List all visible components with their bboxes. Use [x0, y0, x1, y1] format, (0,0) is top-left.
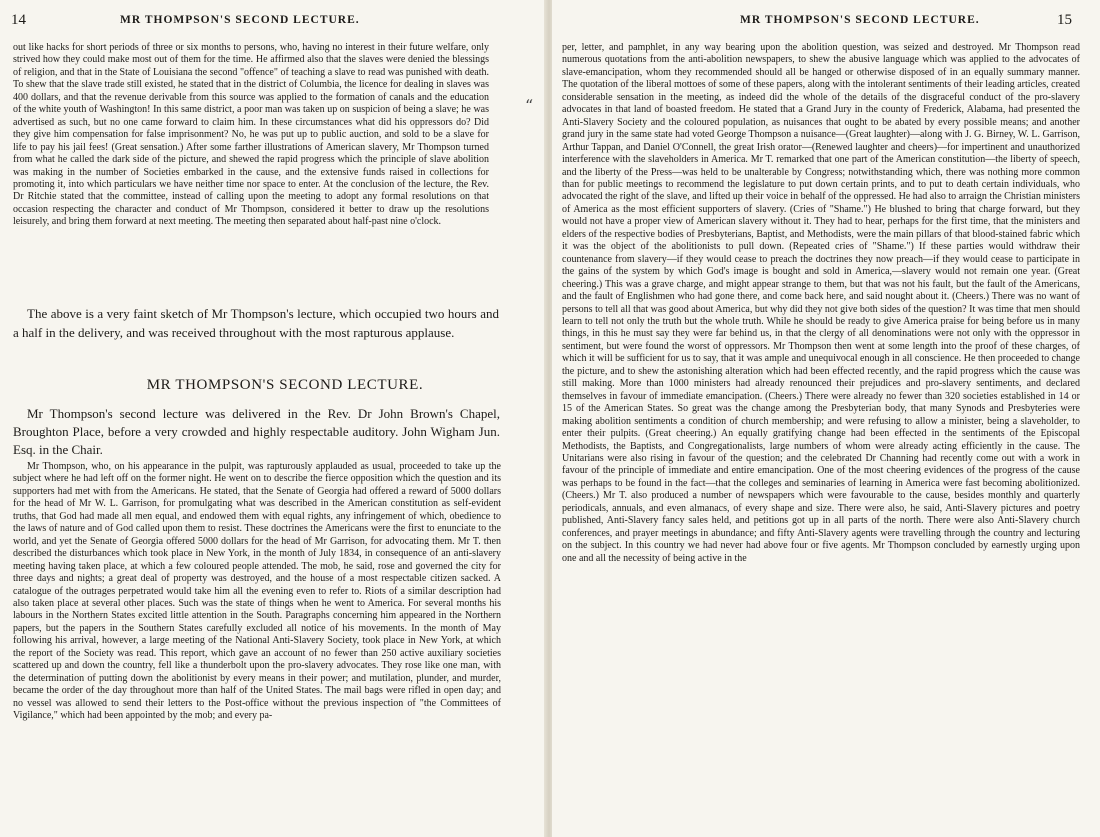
body-text	[13, 42, 489, 229]
intro-text: Mr Thompson's second lecture was delivered in the Rev. Dr John Brown's Chapel, Broughton Place, before a very crowded and highly respectable auditory. John Wigham Jun. Esq. in the Chair.	[13, 406, 500, 457]
body-paragraph: out like hacks for short periods of three or six months to persons, who, having no interest in their future welfare, only strived how they could make most out of them for the time. He affirmed also that the slaves were denied the blessings of religion, and that in the State of Louisiana the second "offence" of teaching a slave to read was punished with death. To shew that the slave trade still existed, he stated that in the district of Columbia, the licence for dealing in slaves was 400 dollars, and that the revenue derivable from this source was applied to the formation of canals and the education of the white youth of Washington! In this same district, a poor man was taken up on suspicion of being a slave; he was advertised as such, but no one came forward to claim him. In these circumstances what did his oppressors do? Did they give him compensation for false imprisonment? No, he was put up to public auction, and sold to be a slave for life to pay his jail fees! (Great sensation.) After some farther illustrations of American slavery, Mr Thompson turned from what he called the dark side of the picture, and shewed the rapid progress which the principle of slave abolition was making in the number of Societies embarked in the cause, and the extensive funds raised in collections for promoting it, into which particulars we have neither time nor space to enter. At the conclusion of the lecture, the Rev. Dr Ritchie stated that the committee, instead of calling upon the meeting to adopt any formal resolutions on that occasion respecting the character and conduct of Mr Thompson, considered it better to draw up the resolutions leisurely, and bring them forward at next meeting. The meeting then separated about half-past nine o'clock.	[13, 42, 489, 228]
section-title: MR THOMPSON'S SECOND LECTURE.	[146, 377, 424, 393]
left-page	[0, 0, 546, 837]
page-number: 15	[1057, 12, 1072, 28]
page-number: 14	[11, 12, 26, 28]
body-text	[562, 42, 1080, 565]
intro-paragraph	[13, 405, 500, 459]
margin-mark: “	[525, 96, 534, 115]
lecture-text	[13, 461, 501, 723]
running-title: MR THOMPSON'S SECOND LECTURE.	[740, 14, 980, 26]
body-paragraph: per, letter, and pamphlet, in any way bearing upon the abolition question, was seized and destroyed. Mr Thompson read numerous quotations from the anti-abolition newspapers, to shew the abusive language which was applied to the advocates of slave-emancipation, whom they recommended should all be hanged or otherwise disposed of in an equally summary manner. The quotation of the liberal mottoes of some of these papers, along with the intolerant sentiments of their leading articles, created considerable sensation in the meeting, as indeed did the whole of the details of the disgraceful conduct of the pro-slavery advocates in that land of boasted freedom. He stated that a Grand Jury in the county of Frederick, Alabama, had presented the Anti-Slavery Society and the coloured population, as nuisances that ought to be abated by every possible means; and another grand jury in the same state had voted George Thompson a nuisance—(Great laughter)—along with J. G. Birney, W. L. Garrison, Arthur Tappan, and Daniel O'Connell, the great Irish orator—(Renewed laughter and cheers)—for impertinent and unauthorized interference with the slaveholders in America. Mr T. remarked that one part of the American constitution—the liberty of speech, and the liberty of the Press—was held to be unalterable by Congress; notwithstanding which, there was nothing more common than for public meetings to recommend the legislature to put down certain prints, and to put to death certain individuals, who advocated the right of the slave, and lifted up their voice in behalf of the oppressed. He had also to arraign the Christian ministers of America as the most efficient supporters of slavery. (Cries of "Shame.") He blushed to bring that charge forward, but they would not have a proper view of American slavery without it. They had to hear, perhaps for the first time, that the ministers and elders of the respective bodies of Presbyterians, Baptist, and Methodists, were the main pillars of that blood-stained fabric which it was the object of the abolitionists to pull down. (Repeated cries of "Shame.") If these parties would withdraw their countenance from slavery—if they would cease to preach the doctrines they now preach—if they would cease to participate in the gains of the system by which God's image is bought and sold in America,—slavery would not remain one year. (Great cheering.) This was a grave charge, and might appear strange to them, but that was not his fault, but the fault of the Americans, and the fault of Englishmen who had gone there, and come back here, and said nought about it. (Cheers.) There was no want of persons to tell all that was good about America, but why did they not give both sides of the question? It was time that men should learn to tell not only the truth but the whole truth. While he should be ready to give America praise for being before us in many things, in this he must say they were far behind us, in that the clergy of all denominations were not only with the oppressor in sentiment, but were found the worst of oppressors. Mr Thompson then went at some length into the proof of these charges, of which it will be sufficient for us to say, that it was ample and unequivocal enough in all conscience. He then proceeded to change the picture, and to shew the astonishing alteration which had been effected recently, and the rapid progress which the cause was still making. More than 1000 ministers had already renounced their prejudices and pro-slavery sentiments, and declared themselves in favour of immediate emancipation. (Cheers.) There were already no fewer than 320 societies established in 14 or 15 of the American States. So great was the change among the Presbyterian body, that many Synods and Presbyteries were making abolition sentiments a condition of church membership; and were refusing to allow a minister, being a slaveholder, to enter their pulpits. (Great cheering.) An equally gratifying change had been effected in the sentiments of the Episcopal Methodists, the Baptists, and Congregationalists, large numbers of whom were already acting efficiently in the cause. The Unitarians were also rising in favour of the question; and the celebrated Dr Channing had recently come out with a work in favour of the principle of immediate and entire emancipation. One of the most cheering evidences of the progress of the cause was perhaps to be found in the fact—that the colleges and seminaries of learning in America were fast becoming abolitionized. (Cheers.) Mr T. also produced a number of newspapers which were favourable to the cause, besides monthly and quarterly periodicals, annuals, and even almanacs, of every shape and size. There were also, he said, Anti-Slavery pictures and poetry published, Anti-Slavery fancy sales held, and petitions got up in all parts of the north. There were also Anti-Slavery church conferences, and prayer meetings in abundance; and fifty Anti-Slavery agents were travelling through the country and lecturing on the subject. In this country we had never had above four or five agents. Mr Thompson concluded by earnestly urging upon one and all the necessity of being active in the	[562, 42, 1080, 564]
summary-text: The above is a very faint sketch of Mr Thompson's lecture, which occupied two hours and a half in the delivery, and was received throughout with the most rapturous applause.	[13, 306, 499, 340]
running-title: MR THOMPSON'S SECOND LECTURE.	[120, 14, 360, 26]
lecture-paragraph: Mr Thompson, who, on his appearance in the pulpit, was rapturously applauded as usual, proceeded to take up the subject where he had left off on the former night. He went on to describe the fierce opposition which the question and its supporters had met with from the Americans. He stated, that the Senate of Georgia had offered a reward of 5000 dollars for the head of Mr W. L. Garrison, for promulgating what was described in the American constitution as self-evident truths, that God had made all men equal, and endowed them with equal rights, any infringement of which, obedience to the laws of nature and of God called upon them to resist. These doctrines the Americans were the first to enunciate to the world, and yet the Senate of Georgia offered 5000 dollars for the head of Mr Garrison, for advocating them. Mr T. then described the disturbances which took place in New York, in the month of July 1834, in consequence of an anti-slavery meeting having taken place, at which a few coloured people attended. The mob, he said, rose and governed the city for three days and nights; a great deal of property was destroyed, and the house of a most respectable citizen sacked. A catalogue of the outrages perpetrated would take him all the evening even to refer to. Riots of a similar description had also taken place at several other places. Such was the state of things when he went to America. For several months his labours in the Northern States excited little attention in the South. Paragraphs concerning him appeared in the Northern papers, but the papers in the Southern States carefully excluded all notice of his movements. In the month of May following his arrival, however, a large meeting of the National Anti-Slavery Society, took place in New York, at which the report of the Society was read. This report, which gave an account of no fewer than 250 active auxiliary societies scattered up and down the country, fell like a thunderbolt upon the pro-slavery advocates. They rose like one man, with the determination of putting down the abolitionist by every means in their power; and mutilation, plunder, and murder, became the order of the day throughout more than half of the United States. The mail bags were rifled in open day; and no vessel was allowed to send their letters to the Post-office without the previous inspection of "the Committees of Vigilance," which had been appointed by the mob; and every pa-	[13, 461, 501, 722]
right-page	[552, 0, 1100, 837]
summary-paragraph	[13, 305, 499, 342]
